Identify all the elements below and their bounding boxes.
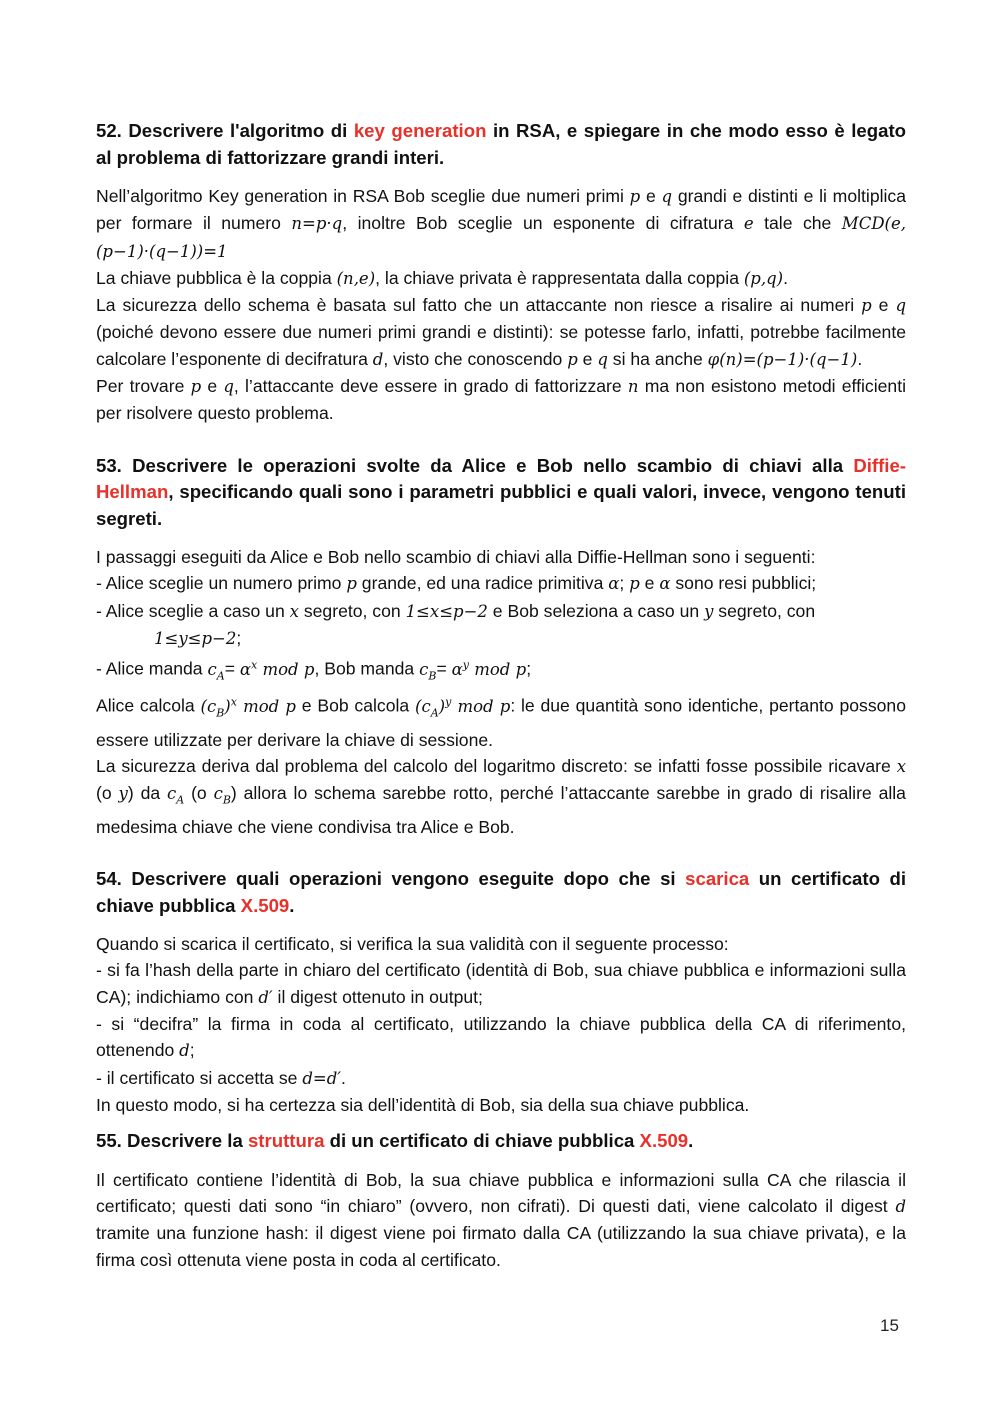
answer-53-paragraph-2: Alice calcola $(c_B)^x$ mod p e Bob calcola $(c_A)^y$ mod p: le due quantità sono identiche, pertanto possono essere utilizzate per derivare la chiave di sessione. [96, 695, 906, 750]
heading-text: 55. Descrivere la [96, 1130, 248, 1152]
heading-highlight: Diffie-Hellman [96, 454, 906, 503]
answer-54-step-1: - si fa l’hash della parte in chiaro del certificato (identità di Bob, sua chiave pubblica e informazioni sulla CA); indichiamo con d′ il digest ottenuto in output; [96, 960, 906, 1007]
answer-52-paragraph-2: La chiave pubblica è la coppia (n,e), la chiave privata è rappresentata dalla coppia (p,q). [96, 267, 789, 288]
heading-highlight: scarica [685, 868, 750, 890]
question-55-heading [96, 1128, 906, 1155]
answer-52-paragraph-1: Nell’algoritmo Key generation in RSA Bob sceglie due numeri primi p e q grandi e distinti e li moltiplica per formare il numero n=p·q, inoltre Bob sceglie un esponente di cifratura e tale che MCD(e, (p−1)·(q−1))=1 [96, 186, 907, 261]
answer-53-step-1: - Alice sceglie un numero primo p grande, ed una radice primitiva α; p e α sono resi pubblici; [96, 573, 817, 594]
answer-53-step-3: - Alice manda $c_A= \alpha^x$ mod p, Bob manda $c_B= \alpha^y$ mod p; [96, 658, 532, 683]
answer-54-step-2: - si “decifra” la firma in coda al certificato, utilizzando la chiave pubblica della CA di riferimento, ottenendo d; [96, 1013, 906, 1061]
answer-53-step-2-continued: 1≤y≤p−2; [154, 628, 242, 649]
heading-text: 53. Descrivere le operazioni svolte da Alice e Bob nello scambio di chiavi alla [96, 454, 854, 476]
question-54-heading [96, 866, 906, 919]
page-number: 15 [880, 1316, 899, 1335]
heading-highlight: X.509 [639, 1130, 689, 1152]
heading-text: , specificando quali sono i parametri pubblici e quali valori, invece, vengono tenuti segreti. [96, 481, 906, 529]
answer-54-paragraph-2: In questo modo, si ha certezza sia dell’identità di Bob, sia della sua chiave pubblica. [96, 1094, 750, 1115]
heading-text: di un certificato di chiave pubblica [324, 1130, 640, 1152]
document-page [96, 118, 906, 1273]
answer-53-paragraph-3: La sicurezza deriva dal problema del calcolo del logaritmo discreto: se infatti fosse possibile ricavare x (o y) da $c_A$ (o $c_B$) allora lo schema sarebbe rotto, perché l’attaccante sarebbe in grado di risalire alla medesima chiave che viene condivisa tra Alice e Bob. [96, 755, 906, 837]
question-52-heading [96, 118, 906, 171]
answer-55-paragraph-1: Il certificato contiene l’identità di Bob, la sua chiave pubblica e informazioni sulla CA che rilascia il certificato; questi dati sono “in chiaro” (ovvero, non cifrati). Di questi dati, viene calcolato il digest d tramite una funzione hash: il digest viene poi firmato dalla CA (utilizzando la sua chiave privata), e la firma così ottenuta viene posta in coda al certificato. [96, 1169, 906, 1270]
heading-highlight: key generation [353, 120, 487, 141]
answer-52-paragraph-3: La sicurezza dello schema è basata sul fatto che un attaccante non riesce a risalire ai numeri p e q (poiché devono essere due numeri primi grandi e distinti): se potesse farlo, infatti, potrebbe facilmente calcolare l’esponente di decifratura d, visto che conoscendo p e q si ha anche φ(n)=(p−1)·(q−1). [96, 295, 906, 369]
answer-54-paragraph-1: Quando si scarica il certificato, si verifica la sua validità con il seguente processo: [96, 934, 729, 955]
answer-53-step-2: - Alice sceglie a caso un x segreto, con 1≤x≤p−2 e Bob seleziona a caso un y segreto, con [96, 600, 816, 621]
heading-text: 52. Descrivere l'algoritmo di [96, 120, 354, 141]
answer-53-paragraph-1: I passaggi eseguiti da Alice e Bob nello scambio di chiavi alla Diffie-Hellman sono i seguenti: [96, 547, 816, 568]
heading-highlight: struttura [247, 1130, 325, 1152]
heading-text: . [289, 894, 295, 916]
answer-54-step-3: - il certificato si accetta se d=d′. [96, 1067, 346, 1088]
answer-52-paragraph-4: Per trovare p e q, l’attaccante deve essere in grado di fattorizzare n ma non esistono metodi efficienti per risolvere questo problema. [96, 376, 906, 424]
heading-text: in RSA, e spiegare in che modo esso è legato al problema di fattorizzare grandi interi. [96, 120, 906, 168]
question-53-heading [96, 453, 906, 533]
heading-highlight: X.509 [240, 894, 290, 916]
heading-text: un certificato di chiave pubblica [96, 868, 906, 916]
heading-text: 54. Descrivere quali operazioni vengono eseguite dopo che si [96, 868, 686, 890]
heading-text: . [688, 1130, 694, 1152]
